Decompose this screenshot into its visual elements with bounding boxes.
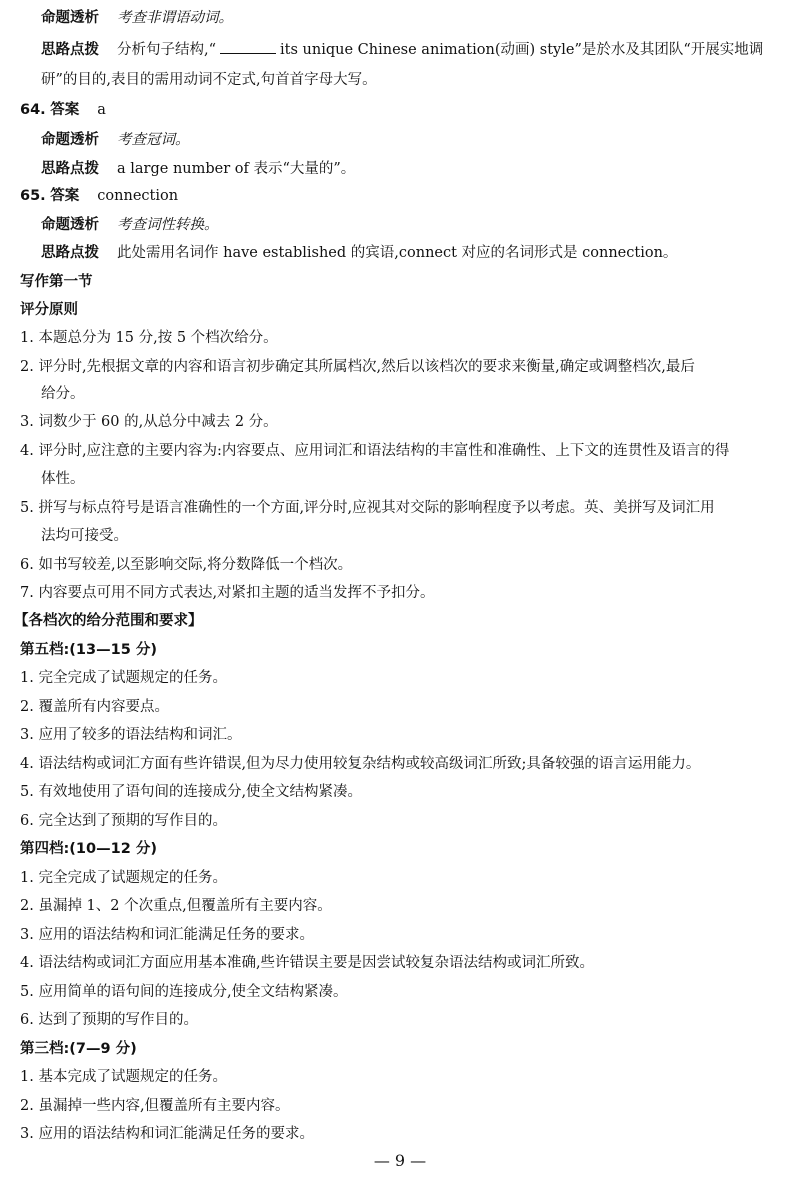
analysis-label: 命题透析 bbox=[41, 132, 99, 148]
hint-label: 思路点拨 bbox=[41, 161, 99, 177]
band5-item: 4. 语法结构或词汇方面有些许错误,但为尽力使用较复杂结构或较高级词汇所致;具备较强的语言运用能力。 bbox=[20, 756, 701, 772]
principle-2: 2. 评分时,先根据文章的内容和语言初步确定其所属档次,然后以该档次的要求来衡量,确定或调整档次,最后 bbox=[20, 359, 695, 375]
section-title: 写作第一节 bbox=[20, 274, 93, 290]
band5-item: 5. 有效地使用了语句间的连接成分,使全文结构紧凑。 bbox=[20, 784, 363, 800]
answer-blank bbox=[220, 40, 276, 54]
band4-item: 1. 完全完成了试题规定的任务。 bbox=[20, 870, 227, 886]
analysis-label: 命题透析 bbox=[41, 10, 99, 26]
band4-item: 4. 语法结构或词汇方面应用基本准确,些许错误主要是因尝试较复杂语法结构或词汇所致。 bbox=[20, 955, 595, 971]
principle-5-cont: 法均可接受。 bbox=[41, 528, 128, 544]
analysis-text: 考查非谓语动词。 bbox=[117, 10, 233, 26]
principle-6: 6. 如书写较差,以至影响交际,将分数降低一个档次。 bbox=[20, 557, 353, 573]
band5-item: 1. 完全完成了试题规定的任务。 bbox=[20, 670, 227, 686]
q65-hint bbox=[41, 243, 677, 263]
hint-text-post: its unique Chinese animation(动画) style”是於水及其团队“开展实地调 bbox=[280, 42, 764, 58]
band5-item: 6. 完全达到了预期的写作目的。 bbox=[20, 813, 227, 829]
answer-value: a bbox=[97, 102, 106, 118]
answer-value: connection bbox=[97, 188, 179, 204]
q63-hint bbox=[41, 40, 763, 60]
hint-text: 此处需用名词作 have established 的宾语,connect 对应的名词形式是 connection。 bbox=[117, 245, 678, 261]
analysis-label: 命题透析 bbox=[41, 217, 99, 233]
page-number: — 9 — bbox=[373, 1151, 427, 1170]
principle-4-cont: 体性。 bbox=[41, 471, 85, 487]
q63-analysis bbox=[41, 8, 233, 28]
hint-text: a large number of 表示“大量的”。 bbox=[117, 161, 356, 177]
band3-item: 2. 虽漏掉一些内容,但覆盖所有主要内容。 bbox=[20, 1098, 290, 1114]
hint-label: 思路点拨 bbox=[41, 245, 99, 261]
band4-item: 5. 应用简单的语句间的连接成分,使全文结构紧凑。 bbox=[20, 984, 348, 1000]
band4-item: 3. 应用的语法结构和词汇能满足任务的要求。 bbox=[20, 927, 314, 943]
principle-7: 7. 内容要点可用不同方式表达,对紧扣主题的适当发挥不予扣分。 bbox=[20, 585, 435, 601]
band5-item: 2. 覆盖所有内容要点。 bbox=[20, 699, 169, 715]
band3-item: 3. 应用的语法结构和词汇能满足任务的要求。 bbox=[20, 1126, 314, 1142]
q64-hint bbox=[41, 159, 355, 179]
analysis-text: 考查冠词。 bbox=[117, 132, 190, 148]
band4-item: 2. 虽漏掉 1、2 个次重点,但覆盖所有主要内容。 bbox=[20, 898, 332, 914]
q65-number: 65. bbox=[20, 188, 46, 204]
principles-title: 评分原则 bbox=[20, 302, 78, 318]
analysis-text: 考查词性转换。 bbox=[117, 217, 219, 233]
bands-title: 【各档次的给分范围和要求】 bbox=[14, 613, 203, 629]
q63-hint-line2: 研”的目的,表目的需用动词不定式,句首首字母大写。 bbox=[41, 72, 377, 88]
band4-title: 第四档:(10—12 分) bbox=[20, 841, 157, 857]
principle-1: 1. 本题总分为 15 分,按 5 个档次给分。 bbox=[20, 330, 278, 346]
band4-item: 6. 达到了预期的写作目的。 bbox=[20, 1012, 198, 1028]
band3-title: 第三档:(7—9 分) bbox=[20, 1041, 137, 1057]
band5-title: 第五档:(13—15 分) bbox=[20, 642, 157, 658]
q64-answer bbox=[20, 100, 106, 120]
answer-label: 答案 bbox=[50, 102, 80, 118]
principle-4: 4. 评分时,应注意的主要内容为:内容要点、应用词汇和语法结构的丰富性和准确性、上下文的连贯性及语言的得 bbox=[20, 443, 730, 459]
answer-label: 答案 bbox=[50, 188, 80, 204]
principle-2-cont: 给分。 bbox=[41, 386, 85, 402]
principle-3: 3. 词数少于 60 的,从总分中减去 2 分。 bbox=[20, 414, 278, 430]
q65-analysis bbox=[41, 215, 219, 235]
q65-answer bbox=[20, 186, 178, 206]
hint-label: 思路点拨 bbox=[41, 42, 99, 58]
q64-analysis bbox=[41, 130, 190, 150]
band5-item: 3. 应用了较多的语法结构和词汇。 bbox=[20, 727, 242, 743]
band3-item: 1. 基本完成了试题规定的任务。 bbox=[20, 1069, 227, 1085]
hint-text-pre: 分析句子结构,“ bbox=[117, 42, 217, 58]
principle-5: 5. 拼写与标点符号是语言准确性的一个方面,评分时,应视其对交际的影响程度予以考虑。英、美拼写及词汇用 bbox=[20, 500, 715, 516]
q64-number: 64. bbox=[20, 102, 46, 118]
